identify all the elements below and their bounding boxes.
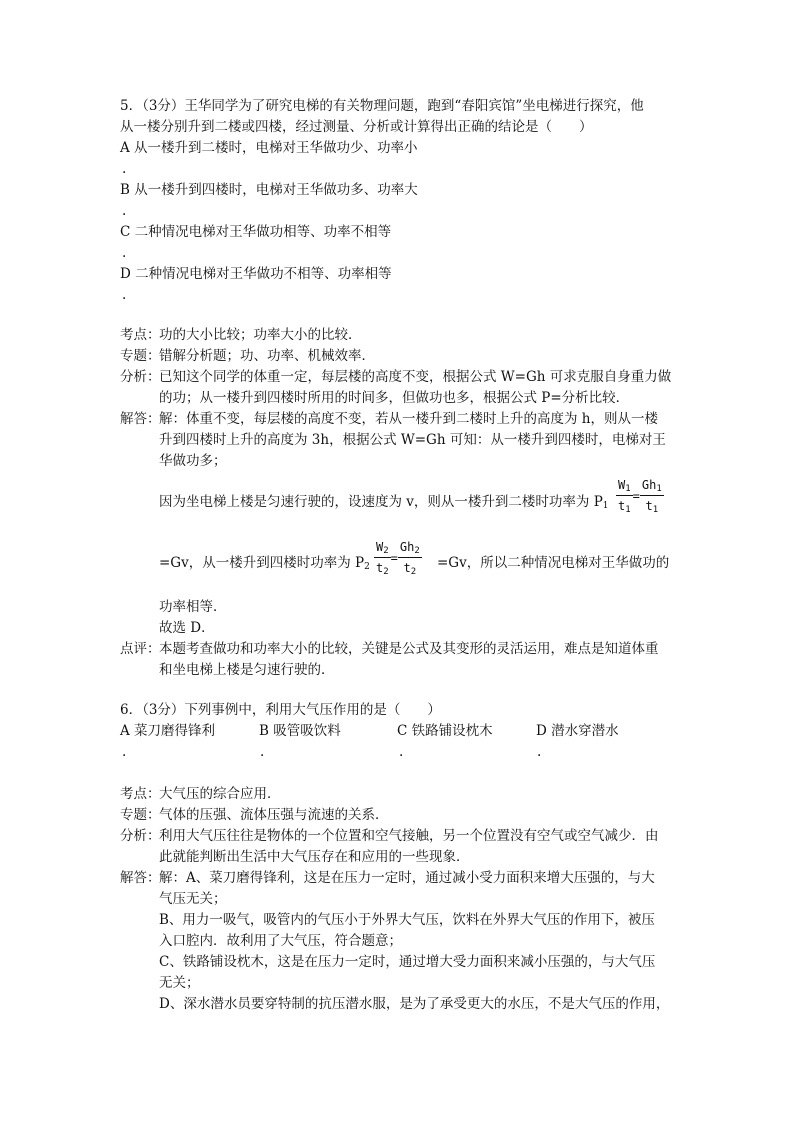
fraction-denominator-sub: 2	[383, 567, 389, 577]
q5-kaodian-label: 考点：	[120, 327, 161, 343]
q5-fraction-w1-t1	[616, 478, 633, 515]
q6-jieda-line-6: 无关；	[159, 975, 200, 991]
q5-jieda-line-2: 升到四楼时上升的高度为 3h，根据公式 W=Gh 可知：从一楼升到四楼时，电梯对王	[159, 432, 666, 448]
q5-jieda-line-3: 华做功多；	[159, 453, 227, 469]
q5-jieda-line-5b: =Gv，所以二种情况电梯对王华做功的	[437, 555, 670, 571]
q5-fraction-gh1-t1	[640, 478, 664, 515]
fraction-denominator: t	[645, 499, 653, 513]
q6-jieda	[120, 868, 655, 888]
q6-jieda-line-4: 入口腔内．故利用了大气压，符合题意；	[159, 933, 402, 949]
fraction-denominator-sub: 2	[410, 567, 417, 577]
q5-kaodian-text: 功的大小比较；功率大小的比较．	[159, 327, 362, 343]
q6-jieda-label: 解答：	[120, 870, 161, 886]
q5-fenxi-line-2: 的功；从一楼升到四楼时所用的时间多，但做功也多，根据公式 P=分析比较．	[159, 390, 630, 406]
q6-zhuanti-label: 专题：	[120, 807, 161, 823]
q6-option-d-dot: .	[537, 744, 542, 760]
q5-stem-line-1: 5．（3分）王华同学为了研究电梯的有关物理问题，跑到“春阳宾馆”坐电梯进行探究，他	[120, 98, 644, 114]
q5-dianping-line-2: 和坐电梯上楼是匀速行驶的．	[159, 662, 335, 678]
q6-kaodian-text: 大气压的综合应用．	[159, 786, 281, 802]
fraction-numerator: W	[618, 478, 626, 492]
q5-fenxi-line-1: 已知这个同学的体重一定，每层楼的高度不变，根据公式 W=Gh 可求克服自身重力做	[159, 369, 672, 385]
q6-zhuanti-text: 气体的压强、流体压强与流速的关系．	[159, 807, 389, 823]
q6-option-d: D 潜水穿潜水	[536, 723, 619, 739]
q5-jieda-line-1: 解：体重不变，每层楼的高度不变，若从一楼升到二楼时上升的高度为 h，则从一楼	[159, 411, 658, 427]
q6-jieda-line-7: D、深水潜水员要穿特制的抗压潜水服，是为了承受更大的水压，不是大气压的作用，	[159, 996, 670, 1012]
q5-jieda-label: 解答：	[120, 411, 161, 427]
q6-option-b: B 吸管吸饮料	[259, 723, 341, 739]
q5-fraction-w2-t2	[374, 540, 391, 577]
q5-option-b: B 从一楼升到四楼时，电梯对王华做功多、功率大	[120, 182, 418, 198]
q5-fenxi-label: 分析：	[120, 369, 161, 385]
q6-fenxi-line-1: 利用大气压往往是物体的一个位置和空气接触，另一个位置没有空气或空气减少．由	[159, 828, 659, 844]
q5-power-p1-sub: 1	[602, 501, 609, 511]
q6-jieda-line-1: 解：A、菜刀磨得锋利，这是在压力一定时，通过减小受力面积来增大压强的，与大	[159, 870, 655, 886]
q5-option-d-dot: .	[122, 287, 127, 303]
q5-jieda-line-4	[159, 492, 609, 516]
q5-jieda-line-7: 故选 D．	[159, 620, 215, 636]
q6-jieda-line-5: C、铁路铺设枕木，这是在压力一定时，通过增大受力面积来减小压强的，与大气压	[159, 954, 656, 970]
fraction-numerator: Gh	[641, 478, 657, 492]
formula-equals: =	[390, 551, 398, 565]
q5-option-c: C 二种情况电梯对王华做功相等、功率不相等	[120, 224, 392, 240]
q6-kaodian	[120, 784, 281, 804]
q6-fenxi	[120, 826, 659, 846]
q5-jieda-line-5a	[159, 553, 370, 577]
q6-option-b-dot: .	[260, 744, 265, 760]
q5-stem-line-2: 从一楼分别升到二楼或四楼，经过测量、分析或计算得出正确的结论是（ ）	[120, 119, 593, 135]
q5-power-p1-text: 因为坐电梯上楼是匀速行驶的，设速度为 v，则从一楼升到二楼时功率为 P	[159, 494, 603, 510]
q6-kaodian-label: 考点：	[120, 786, 161, 802]
q5-formula-1	[616, 478, 664, 515]
q5-dianping-label: 点评：	[120, 641, 161, 657]
fraction-denominator: t	[403, 561, 411, 575]
q6-jieda-line-2: 气压无关；	[159, 891, 227, 907]
q5-jieda-line-6: 功率相等．	[159, 599, 227, 615]
q5-formula-2	[374, 540, 422, 577]
q5-power-p2-text: =Gv，从一楼升到四楼时功率为 P	[159, 555, 365, 571]
formula-equals: =	[632, 489, 640, 503]
fraction-denominator-sub: 1	[652, 505, 659, 515]
q5-option-d: D 二种情况电梯对王华做功不相等、功率相等	[120, 266, 392, 282]
q5-option-c-dot: .	[122, 245, 127, 261]
q5-option-a: A 从一楼升到二楼时，电梯对王华做功少、功率小	[120, 140, 418, 156]
q5-fenxi	[120, 367, 671, 387]
fraction-numerator-sub: 1	[625, 484, 631, 494]
fraction-numerator-sub: 2	[383, 546, 389, 556]
q5-power-p2-sub: 2	[364, 562, 370, 572]
q6-jieda-line-3: B、用力一吸气，吸管内的气压小于外界大气压，饮料在外界大气压的作用下，被压	[159, 912, 655, 928]
q5-fraction-gh2-t2	[398, 540, 422, 577]
q5-option-b-dot: .	[122, 203, 127, 219]
fraction-numerator: W	[376, 540, 384, 554]
fraction-denominator: t	[376, 561, 384, 575]
q5-option-a-dot: .	[122, 161, 127, 177]
q5-kaodian	[120, 325, 362, 345]
fraction-denominator: t	[618, 499, 626, 513]
q5-zhuanti	[120, 346, 375, 366]
q5-zhuanti-label: 专题：	[120, 348, 161, 364]
fraction-numerator-sub: 1	[656, 484, 662, 494]
q6-option-a-dot: .	[122, 744, 127, 760]
q5-dianping	[120, 639, 659, 659]
q6-option-c-dot: .	[399, 744, 404, 760]
fraction-numerator-sub: 2	[414, 546, 420, 556]
fraction-numerator: Gh	[399, 540, 415, 554]
q5-dianping-line-1: 本题考查做功和功率大小的比较，关键是公式及其变形的灵活运用，难点是知道体重	[159, 641, 659, 657]
q5-zhuanti-text: 错解分析题；功、功率、机械效率．	[159, 348, 375, 364]
q6-zhuanti	[120, 805, 389, 825]
q6-option-a: A 菜刀磨得锋利	[120, 723, 216, 739]
q6-stem: 6．（3分）下列事例中，利用大气压作用的是（ ）	[120, 702, 441, 718]
q6-option-c: C 铁路铺设枕木	[397, 723, 493, 739]
q6-fenxi-label: 分析：	[120, 828, 161, 844]
fraction-denominator-sub: 1	[625, 505, 631, 515]
q6-fenxi-line-2: 此就能判断出生活中大气压存在和应用的一些现象．	[159, 849, 470, 865]
q5-jieda	[120, 409, 658, 429]
